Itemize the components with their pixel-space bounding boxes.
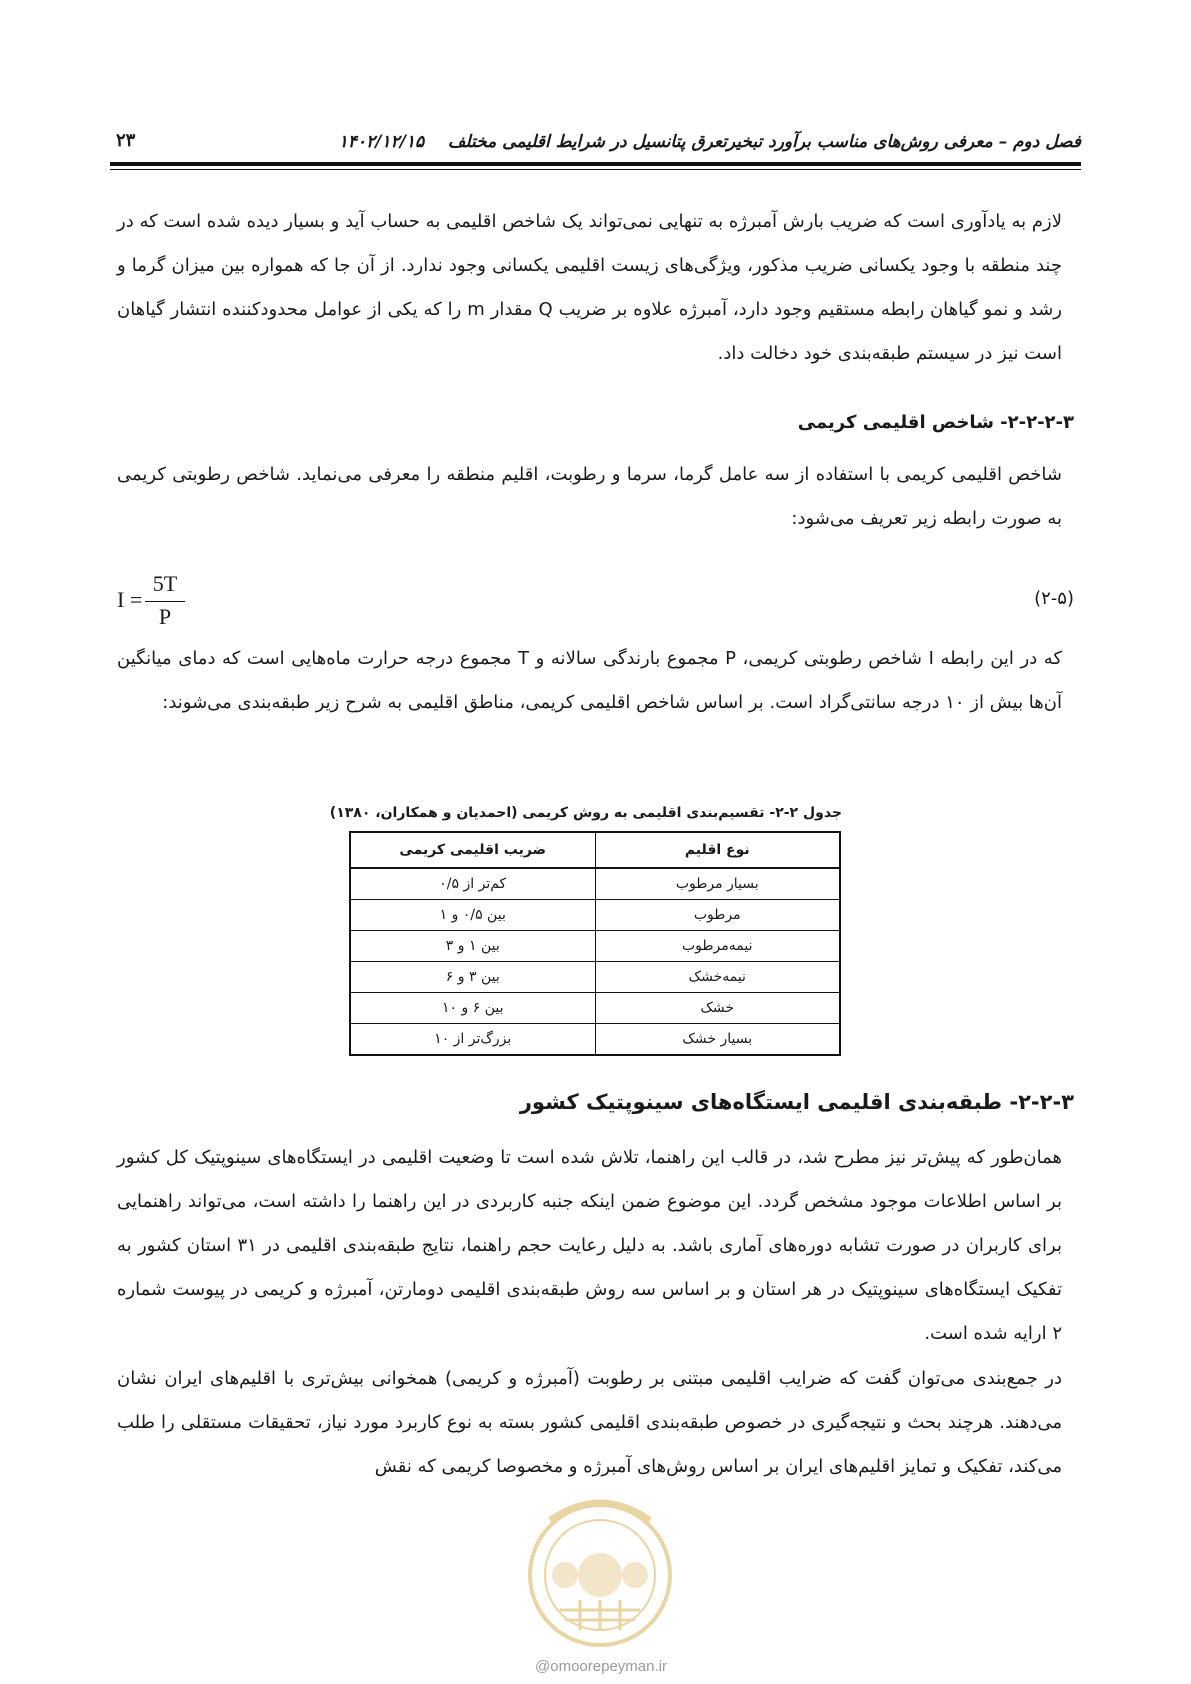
table-row bbox=[350, 868, 840, 900]
paragraph-karimi-intro: شاخص اقلیمی کریمی با استفاده از سه عامل گرما، سرما و رطوبت، اقلیم منطقه را معرفی می‌نماید. شاخص رطوبتی کریمی به صورت رابطه زیر تعریف می‌شود: bbox=[117, 464, 1062, 529]
formula-fraction bbox=[145, 571, 185, 630]
section-heading-stations: ۲-۲-۳- طبقه‌بندی اقلیمی ایستگاه‌های سینوپتیک کشور bbox=[519, 1090, 1074, 1114]
section-heading-karimi: ۲-۲-۲-۳- شاخص اقلیمی کریمی bbox=[797, 412, 1074, 433]
page-number: ۲۳ bbox=[116, 130, 136, 151]
karimi-climate-table bbox=[349, 831, 841, 1056]
paragraph-stations: همان‌طور که پیش‌تر نیز مطرح شد، در قالب این راهنما، تلاش شده است تا وضعیت اقلیمی در ایستگاه‌های سینوپتیک کل کشور بر اساس اطلاعات موجود مشخص گردد. این موضوع ضمن اینکه جنبه کاربردی در این راهنما را داشته است، می‌تواند راهنمایی برای کاربران در صورت تشابه دوره‌های آماری باشد. به دلیل رعایت حجم راهنما، نتایج طبقه‌بندی اقلیمی در ۳۱ استان کشور به تفکیک ایستگاه‌های سینوپتیک در هر استان و بر اساس سه روش طبقه‌بندی اقلیمی دومارتن، آمبرژه و کریمی در پیوست شماره ۲ ارایه شده است. bbox=[117, 1147, 1062, 1344]
formula-lhs: I = bbox=[117, 587, 143, 612]
table-row bbox=[350, 1024, 840, 1056]
table-row bbox=[350, 993, 840, 1024]
fraction-bar bbox=[145, 601, 185, 602]
paragraph-ambergeh-note: لازم به یادآوری است که ضریب بارش آمبرژه به تنهایی نمی‌تواند یک شاخص اقلیمی به حساب آید و بسیار دیده شده است که در چند منطقه با وجود یکسانی ضریب مذکور، ویژگی‌های زیست اقلیمی یکسانی وجود ندارد. از آن جا که همواره بین میزان گرما و رشد و نمو گیاهان رابطه مستقیم وجود دارد، آمبرژه علاوه بر ضریب Q مقدار m را که یکی از عوامل محدودکننده انتشار گیاهان است نیز در سیستم طبقه‌بندی خود دخالت داد. bbox=[117, 211, 1062, 364]
column-header-climate-type: نوع اقلیم bbox=[595, 832, 840, 868]
formula-denominator: P bbox=[158, 604, 172, 629]
coefficient-cell: بین ۳ و ۶ bbox=[350, 962, 595, 993]
coefficient-cell: کم‌تر از ۰/۵ bbox=[350, 868, 595, 900]
coefficient-cell: بزرگ‌تر از ۱۰ bbox=[350, 1024, 595, 1056]
climate-type-cell: نیمه‌مرطوب bbox=[595, 931, 840, 962]
page-header bbox=[110, 128, 1081, 158]
equation-number: (۲-۵) bbox=[1034, 588, 1074, 609]
watermark-text: @omoorepeyman.ir bbox=[535, 1658, 667, 1675]
table-caption: جدول ۲-۲- تقسیم‌بندی اقلیمی به روش کریمی (احمدیان و همکاران، ۱۳۸۰) bbox=[329, 805, 842, 821]
karimi-formula bbox=[117, 571, 237, 631]
climate-type-cell: بسیار خشک bbox=[595, 1024, 840, 1056]
table-row bbox=[350, 962, 840, 993]
formula-numerator: 5T bbox=[152, 571, 178, 596]
coefficient-cell: بین ۶ و ۱۰ bbox=[350, 993, 595, 1024]
climate-type-cell: مرطوب bbox=[595, 900, 840, 931]
paragraph-conclusion: در جمع‌بندی می‌توان گفت که ضرایب اقلیمی مبتنی بر رطوبت (آمبرژه و کریمی) همخوانی بیش‌تری با اقلیم‌های ایران نشان می‌دهند. هرچند بحث و نتیجه‌گیری در خصوص طبقه‌بندی اقلیمی کشور بسته به نوع کاربرد مورد نیاز، تحقیقات مستقلی را طلب می‌کند، تفکیک و تمایز اقلیم‌های ایران بر اساس روش‌های آمبرژه و مخصوصا کریمی که نقش bbox=[117, 1368, 1062, 1477]
column-header-karimi-coefficient: ضریب اقلیمی کریمی bbox=[350, 832, 595, 868]
table-row bbox=[350, 900, 840, 931]
table-row bbox=[350, 931, 840, 962]
paragraph-karimi-definition: که در این رابطه I شاخص رطوبتی کریمی، P مجموع بارندگی سالانه و T مجموع درجه حرارت ماه‌هایی است که دمای میانگین آن‌ها بیش از ۱۰ درجه سانتی‌گراد است. بر اساس شاخص اقلیمی کریمی، مناطق اقلیمی به شرح زیر طبقه‌بندی می‌شوند: bbox=[117, 648, 1063, 713]
coefficient-cell: بین ۰/۵ و ۱ bbox=[350, 900, 595, 931]
header-date: ۱۴۰۲/۱۲/۱۵ bbox=[338, 132, 425, 152]
running-title bbox=[339, 132, 1081, 152]
climate-type-cell: بسیار مرطوب bbox=[595, 868, 840, 900]
climate-type-cell: نیمه‌خشک bbox=[595, 962, 840, 993]
chapter-title: فصل دوم – معرفی روش‌های مناسب برآورد تبخیرتعرق پتانسیل در شرایط اقلیمی مختلف bbox=[447, 132, 1081, 152]
header-rule-thin bbox=[110, 169, 1081, 170]
coefficient-cell: بین ۱ و ۳ bbox=[350, 931, 595, 962]
header-rule-thick bbox=[110, 162, 1081, 166]
table-header-row bbox=[350, 832, 840, 868]
seal-logo-icon bbox=[520, 1480, 680, 1650]
climate-type-cell: خشک bbox=[595, 993, 840, 1024]
